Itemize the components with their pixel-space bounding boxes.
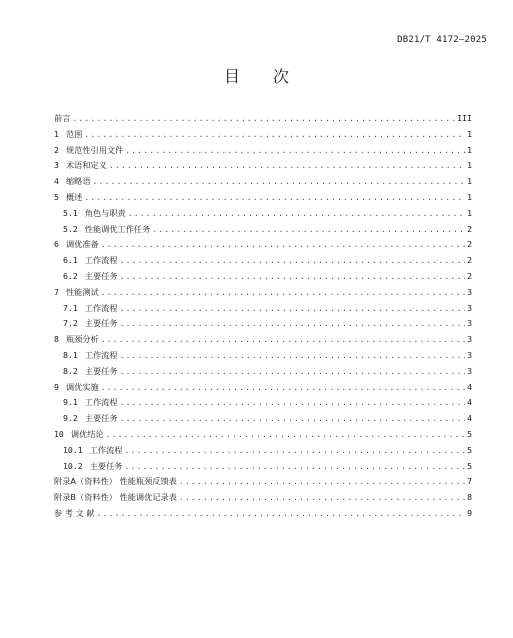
toc-entry-page: 9 — [467, 507, 472, 518]
toc-entry-label: 附录B（资料性） 性能调优记录表 — [54, 492, 177, 503]
toc-entry-number: 6.2 — [63, 270, 78, 281]
toc-entry[interactable] — [54, 129, 472, 145]
toc-leader-dots — [101, 240, 465, 249]
toc-entry[interactable] — [54, 176, 472, 192]
toc-entry[interactable] — [54, 397, 472, 413]
toc-leader-dots — [120, 304, 466, 313]
toc-leader-dots — [97, 509, 466, 518]
toc-entry-number: 8.1 — [63, 349, 78, 360]
toc-entry-label: 术语和定义 — [65, 160, 107, 171]
toc-entry[interactable] — [54, 382, 472, 398]
toc-entry-label: 角色与职责 — [84, 207, 126, 218]
toc-entry-label: 规范性引用文件 — [65, 144, 124, 155]
toc-leader-dots — [179, 477, 465, 486]
toc-entry[interactable] — [54, 492, 472, 508]
toc-entry-page: 1 — [467, 191, 472, 202]
toc-entry-page: 1 — [467, 144, 472, 155]
toc-entry[interactable] — [54, 508, 472, 524]
toc-entry[interactable] — [54, 208, 472, 224]
toc-leader-dots — [120, 272, 466, 281]
toc-leader-dots — [72, 114, 455, 123]
toc-leader-dots — [84, 130, 465, 139]
toc-entry-label: 工作流程 — [84, 302, 118, 313]
toc-leader-dots — [120, 398, 466, 407]
toc-entry-page: 7 — [467, 476, 472, 487]
toc-entry-number: 9.1 — [63, 397, 78, 408]
toc-entry-page: 2 — [467, 223, 472, 234]
toc-entry-number: 10.2 — [63, 460, 83, 471]
toc-leader-dots — [101, 335, 465, 344]
toc-entry-label: 调优实施 — [65, 381, 99, 392]
toc-entry-page: 1 — [467, 128, 472, 139]
toc-entry-label: 范围 — [65, 128, 83, 139]
toc-entry-number: 8 — [54, 334, 59, 345]
toc-leader-dots — [124, 462, 465, 471]
toc-entry-label: 主要任务 — [84, 270, 118, 281]
toc-entry-page: 3 — [467, 286, 472, 297]
toc-leader-dots — [124, 446, 465, 455]
toc-entry-page: 5 — [467, 428, 472, 439]
toc-entry-page: III — [457, 113, 472, 123]
toc-leader-dots — [120, 256, 466, 265]
toc-leader-dots — [179, 493, 465, 502]
toc-entry[interactable] — [54, 413, 472, 429]
toc-entry-page: 3 — [467, 302, 472, 313]
toc-entry-number: 10.1 — [63, 444, 83, 455]
toc-entry-number: 6.1 — [63, 255, 78, 266]
toc-entry-label: 工作流程 — [84, 255, 118, 266]
toc-entry-number: 2 — [54, 144, 59, 155]
toc-entry-number: 9.2 — [63, 413, 78, 424]
toc-entry[interactable] — [54, 476, 472, 492]
toc-entry-number: 3 — [54, 160, 59, 171]
toc-leader-dots — [106, 430, 465, 439]
toc-entry-label: 调优结论 — [70, 428, 104, 439]
toc-leader-dots — [93, 177, 466, 186]
toc-entry[interactable] — [54, 445, 472, 461]
toc-entry[interactable] — [54, 287, 472, 303]
toc-entry[interactable] — [54, 192, 472, 208]
toc-entry-number: 4 — [54, 176, 59, 187]
toc-entry-page: 3 — [467, 334, 472, 345]
toc-entry-label: 调优准备 — [65, 239, 99, 250]
toc-leader-dots — [120, 319, 466, 328]
toc-entry-label: 附录A（资料性） 性能瓶颈反馈表 — [54, 476, 177, 487]
toc-entry-label: 主要任务 — [84, 365, 118, 376]
toc-leader-dots — [109, 161, 465, 170]
toc-entry-number: 8.2 — [63, 365, 78, 376]
toc-leader-dots — [120, 367, 466, 376]
toc-entry[interactable] — [54, 255, 472, 271]
toc-entry[interactable] — [54, 429, 472, 445]
toc-entry-page: 1 — [467, 176, 472, 187]
toc-leader-dots — [125, 146, 465, 155]
toc-entry-number: 7.1 — [63, 302, 78, 313]
toc-entry-label: 参 考 文 献 — [54, 507, 95, 518]
toc-entry-label: 性能测试 — [65, 286, 99, 297]
toc-entry-label: 工作流程 — [84, 349, 118, 360]
toc-entry-page: 2 — [467, 270, 472, 281]
toc-leader-dots — [128, 209, 465, 218]
toc-entry[interactable] — [54, 160, 472, 176]
toc-entry-page: 1 — [467, 207, 472, 218]
toc-entry[interactable] — [54, 350, 472, 366]
toc-entry[interactable] — [54, 271, 472, 287]
toc-entry-page: 8 — [467, 492, 472, 503]
toc-entry[interactable] — [54, 224, 472, 240]
table-of-contents — [54, 113, 472, 524]
toc-entry-number: 5.1 — [63, 207, 78, 218]
toc-entry-label: 工作流程 — [84, 397, 118, 408]
toc-entry-page: 1 — [467, 160, 472, 171]
toc-leader-dots — [84, 193, 465, 202]
toc-entry-number: 7.2 — [63, 318, 78, 329]
toc-leader-dots — [101, 288, 465, 297]
toc-entry[interactable] — [54, 113, 472, 129]
toc-entry-label: 概述 — [65, 191, 83, 202]
toc-entry-page: 3 — [467, 349, 472, 360]
toc-leader-dots — [152, 225, 465, 234]
toc-entry-number: 7 — [54, 286, 59, 297]
toc-entry-number: 10 — [54, 428, 64, 439]
toc-leader-dots — [120, 351, 466, 360]
toc-entry-label: 前言 — [54, 113, 71, 123]
toc-entry-label: 工作流程 — [89, 444, 123, 455]
toc-entry-label: 瓶颈分析 — [65, 334, 99, 345]
toc-entry-label: 缩略语 — [65, 176, 91, 187]
toc-entry-page: 4 — [467, 397, 472, 408]
toc-entry-label: 性能调优工作任务 — [84, 223, 151, 234]
toc-entry[interactable] — [54, 334, 472, 350]
toc-entry-page: 5 — [467, 444, 472, 455]
toc-entry[interactable] — [54, 318, 472, 334]
toc-entry-page: 4 — [467, 381, 472, 392]
toc-entry-label: 主要任务 — [84, 413, 118, 424]
toc-entry-number: 9 — [54, 381, 59, 392]
toc-entry-page: 2 — [467, 239, 472, 250]
toc-entry-label: 主要任务 — [84, 318, 118, 329]
toc-leader-dots — [101, 383, 465, 392]
toc-entry-page: 5 — [467, 460, 472, 471]
toc-entry[interactable] — [54, 303, 472, 319]
page-title: 目 次 — [223, 67, 304, 86]
toc-entry-page: 2 — [467, 255, 472, 266]
standard-code: DB21/T 4172—2025 — [397, 35, 487, 45]
toc-entry-page: 3 — [467, 318, 472, 329]
toc-entry-label: 主要任务 — [89, 460, 123, 471]
toc-entry-page: 3 — [467, 365, 472, 376]
toc-entry-number: 6 — [54, 239, 59, 250]
toc-entry-number: 1 — [54, 128, 59, 139]
toc-entry-page: 4 — [467, 413, 472, 424]
toc-entry[interactable] — [54, 239, 472, 255]
toc-entry[interactable] — [54, 366, 472, 382]
toc-entry-number: 5.2 — [63, 223, 78, 234]
toc-entry-number: 5 — [54, 191, 59, 202]
toc-entry[interactable] — [54, 145, 472, 161]
toc-entry[interactable] — [54, 461, 472, 477]
toc-leader-dots — [120, 414, 466, 423]
